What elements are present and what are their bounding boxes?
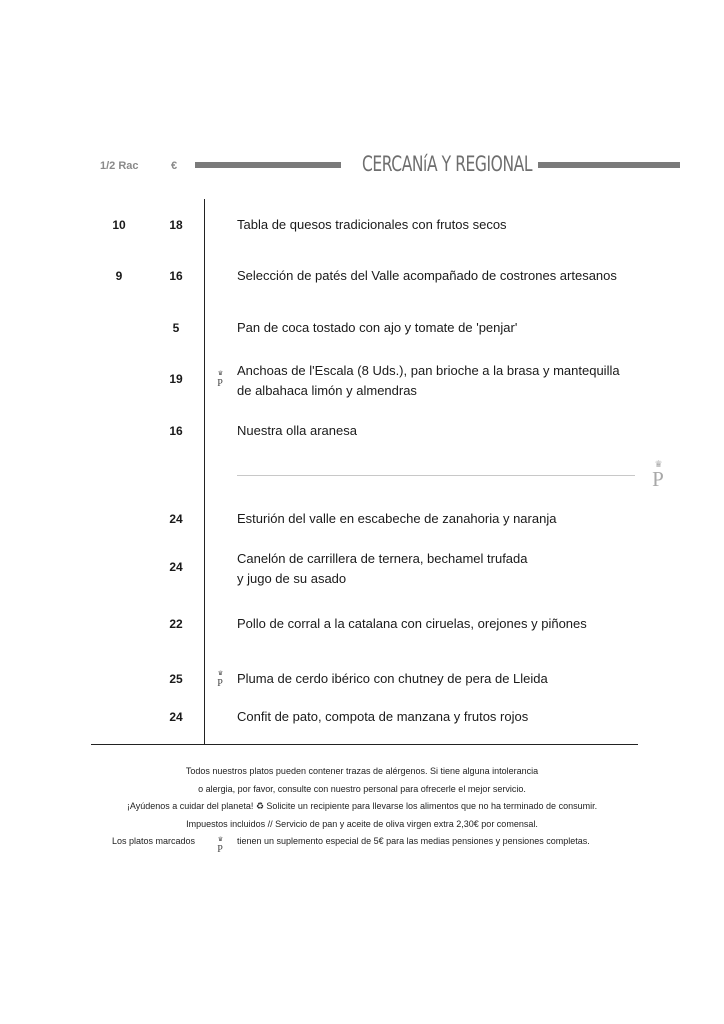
section-divider — [237, 475, 635, 476]
dish-description: Nuestra olla aranesa — [237, 423, 357, 438]
dish-description: Canelón de carrillera de ternera, bechamel trufada — [237, 551, 528, 566]
taxes-notice: Impuestos incluidos // Servicio de pan y aceite de oliva virgen extra 2,30€ por comensal. — [186, 819, 538, 829]
table-bottom-rule — [91, 744, 638, 745]
allergen-notice-2: o alergia, por favor, consulte con nuestro personal para ofrecerle el mejor servicio. — [198, 784, 526, 794]
supplement-mark-icon: ♛ P — [217, 671, 223, 689]
dish-description: Selección de patés del Valle acompañado de costrones artesanos — [237, 268, 617, 283]
full-portion-price: 24 — [169, 512, 183, 526]
dish-description: Tabla de quesos tradicionales con frutos secos — [237, 217, 507, 232]
full-portion-price: 24 — [169, 560, 183, 574]
planet-notice: ¡Ayúdenos a cuidar del planeta! ♻ Solicite un recipiente para llevarse los alimentos que no ha terminado de consumir. — [126, 801, 598, 811]
price-header: € — [171, 160, 178, 172]
supplement-notice-prefix: Los platos marcados — [112, 836, 196, 846]
dish-description: Anchoas de l'Escala (8 Uds.), pan brioche a la brasa y mantequilla — [237, 363, 620, 378]
section-title: CERCANíA Y REGIONAL — [362, 152, 533, 176]
full-portion-price: 19 — [169, 372, 183, 386]
column-divider — [204, 199, 205, 745]
full-portion-price: 25 — [169, 672, 183, 686]
header-bar-right — [538, 162, 680, 168]
supplement-mark-icon: ♛ P — [217, 837, 223, 855]
dish-description: Esturión del valle en escabeche de zanahoria y naranja — [237, 511, 557, 526]
dish-description: y jugo de su asado — [237, 571, 347, 586]
crown-p-logo: ♛ P — [647, 460, 669, 490]
full-portion-price: 16 — [169, 269, 183, 283]
half-portion-price: 9 — [115, 269, 123, 283]
dish-description: Pluma de cerdo ibérico con chutney de pera de Lleida — [237, 671, 548, 686]
full-portion-price: 22 — [169, 617, 183, 631]
supplement-mark-icon: ♛ P — [217, 371, 223, 389]
full-portion-price: 5 — [172, 321, 180, 335]
half-portion-header: 1/2 Rac — [100, 160, 139, 172]
full-portion-price: 24 — [169, 710, 183, 724]
allergen-notice: Todos nuestros platos pueden contener trazas de alérgenos. Si tiene alguna intolerancia — [185, 766, 539, 776]
header-bar-left — [195, 162, 341, 168]
dish-description: de albahaca limón y almendras — [237, 383, 417, 398]
dish-description: Pollo de corral a la catalana con ciruelas, orejones y piñones — [237, 616, 587, 631]
crown-icon: ♛ — [654, 459, 662, 469]
full-portion-price: 16 — [169, 424, 183, 438]
dish-description: Confit de pato, compota de manzana y frutos rojos — [237, 709, 529, 724]
full-portion-price: 18 — [169, 218, 183, 232]
supplement-notice-suffix: tienen un suplemento especial de 5€ para las medias pensiones y pensiones completas. — [237, 836, 590, 846]
dish-description: Pan de coca tostado con ajo y tomate de 'penjar' — [237, 320, 518, 335]
half-portion-price: 10 — [112, 218, 126, 232]
